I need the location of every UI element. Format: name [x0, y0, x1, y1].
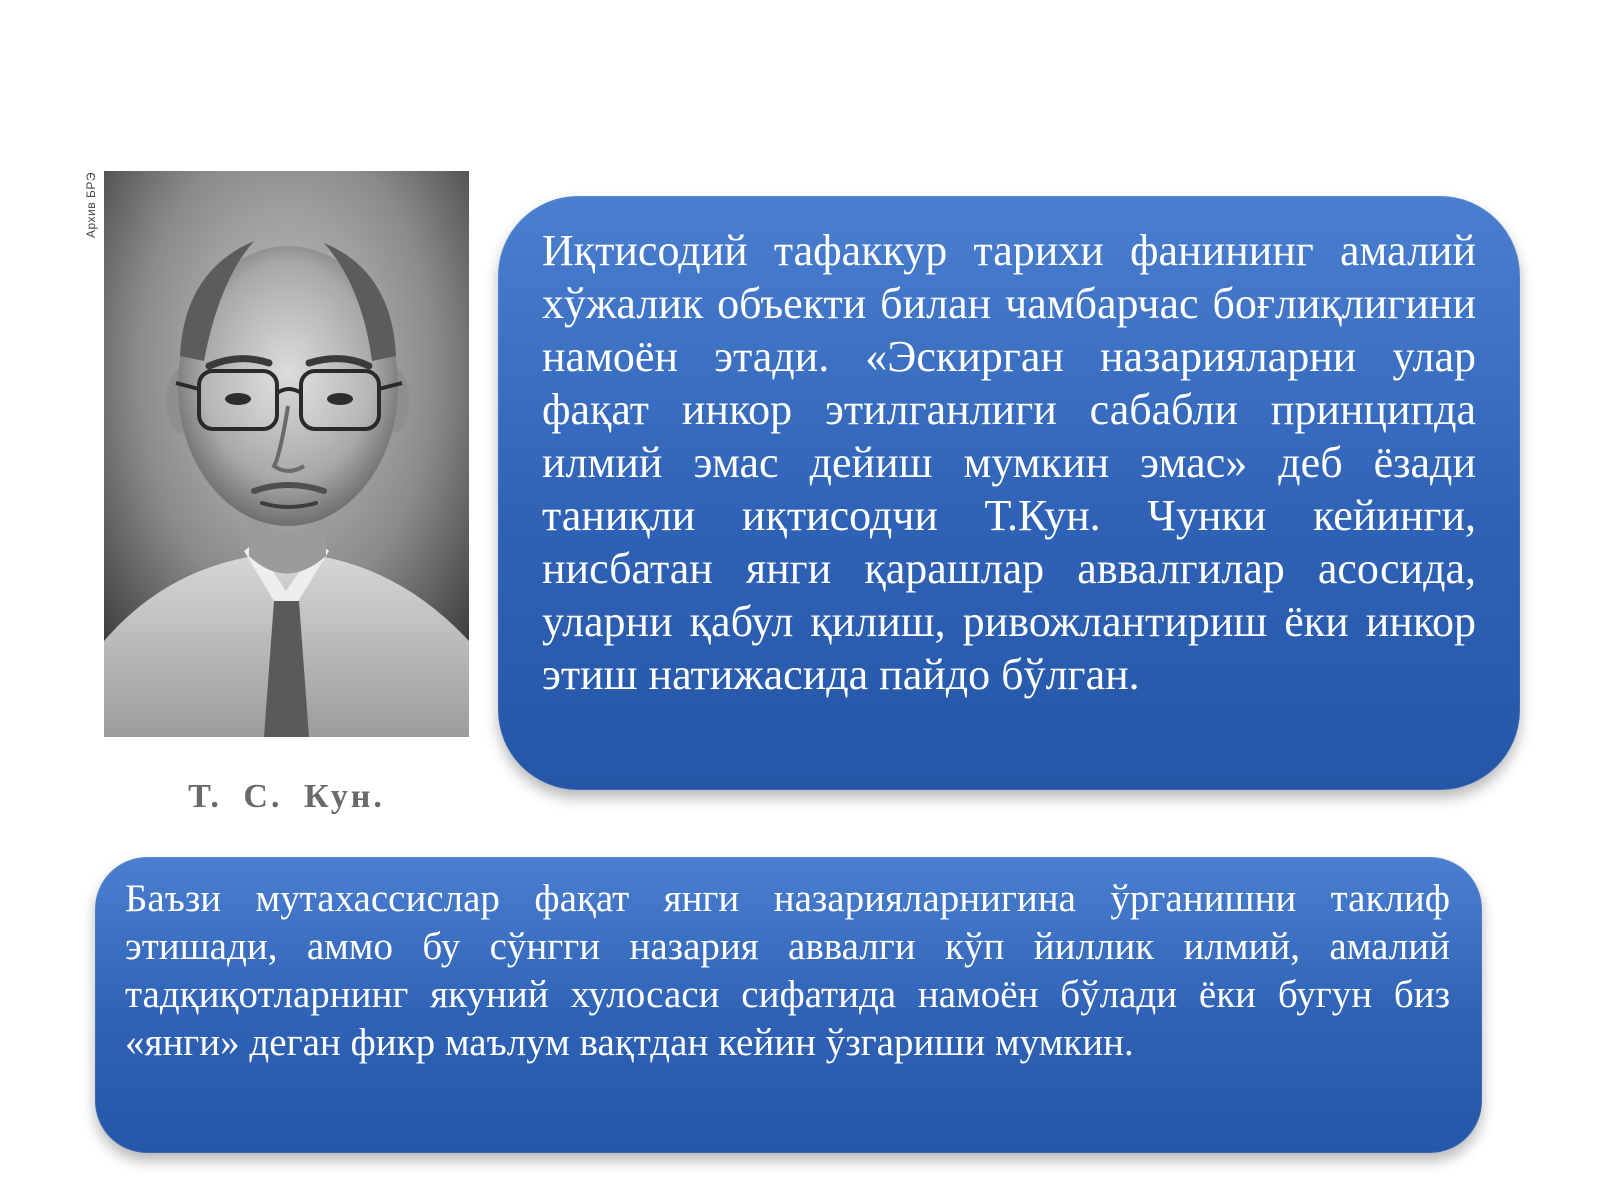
- portrait-illustration: [104, 171, 469, 737]
- bottom-text-box: [95, 857, 1482, 1153]
- portrait-photo: [104, 171, 469, 737]
- portrait-caption: Т. С. Кун.: [188, 778, 385, 815]
- main-text: Иқтисодий тафаккур тарихи фанининг амалий хўжалик объекти билан чамбарчас боғлиқлигини намоён этади. «Эскирган назарияларни улар фақат инкор этилганлиги сабабли принципда илмий эмас дейиш мумкин эмас» деб ёзади таниқли иқтисодчи Т.Кун. Чунки кейинги, нисбатан янги қарашлар аввалгилар асосида, уларни қабул қилиш, ривожлантириш ёки инкор этиш натижасида пайдо бўлган.: [542, 226, 1476, 699]
- bottom-text: Баъзи мутахассислар фақат янги назарияларнигина ўрганишни таклиф этишади, аммо бу сўнгги назария аввалги кўп йиллик илмий, амалий тадқиқотларнинг якуний хулосаси сифатида намоён бўлади ёки бугун биз «янги» деган фикр маълум вақтдан кейин ўзгариши мумкин.: [125, 877, 1450, 1064]
- photo-credit-caption: Архив БРЭ: [84, 172, 98, 238]
- main-text-box: [498, 196, 1520, 790]
